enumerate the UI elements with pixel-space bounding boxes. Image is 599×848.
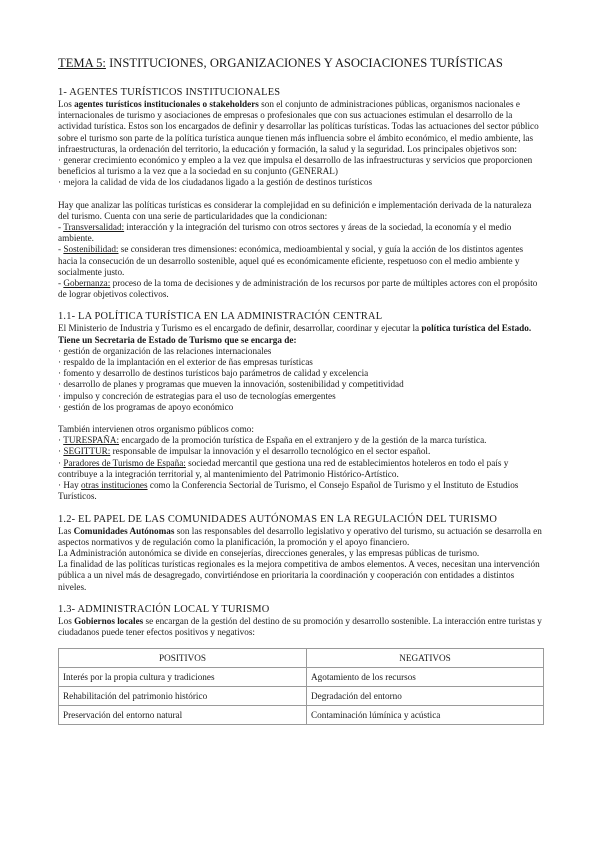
list-item: · fomento y desarrollo de destinos turísticos bajo parámetros de calidad y excelencia: [58, 368, 369, 379]
section-1-paragraph-2: Hay que analizar las políticas turísticas es considerar la complejidad en su definición e implementación derivada de la naturaleza del turismo. Cuenta con una serie de particularidades que la condicionan:: [58, 199, 532, 221]
table-row: [59, 706, 544, 725]
section-1-2-paragraph-1: Las Comunidades Autónomas son las responsables del desarrollo legislativo y operativo del turismo, su actuación se desarrolla en aspectos normativos y de regulación como la planificación, la promoción y el apoyo financiero.: [58, 525, 542, 547]
document-page: [58, 50, 544, 725]
section-1-2-paragraph-2: La Administración autonómica se divide en consejerías, direcciones generales, y las empresas públicas de turismo.: [58, 547, 480, 558]
section-1-intro: Los agentes turísticos institucionales o stakeholders son el conjunto de administraciones públicas, organismos nacionales e internacionales de turismo y asociaciones de empresas o profesionales que con sus actuaciones estimulan el desarrollo de la actividad turística. Estos son los encargados de definir y desarrollar las políticas turísticas. Todas las actuaciones del sector público sobre el turismo son parte de la política turística aunque tienen más influencia sobre el ámbito económico, el medio ambiente, las infraestructuras, la ordenación del territorio, la educación y formación, la salud y la seguridad. Los principales objetivos son:: [58, 99, 539, 154]
section-1-2-paragraph-3: La finalidad de las políticas turísticas regionales es la mejora competitiva de ambos elementos. A veces, necesitan una intervención pública a un nivel más de desagregado, convirtiéndose en prioritaria la coordinación y cooperación con entidades a distintos niveles.: [58, 559, 540, 592]
document-title: [58, 56, 544, 71]
table-header-positivos: POSITIVOS: [59, 649, 307, 668]
section-1-heading: 1- AGENTES TURÍSTICOS INSTITUCIONALES: [58, 87, 281, 98]
table-row: [59, 668, 544, 687]
table-cell: Rehabilitación del patrimonio histórico: [59, 687, 307, 706]
section-1-3-heading: 1.3- ADMINISTRACIÓN LOCAL Y TURISMO: [58, 603, 270, 615]
list-item: · gestión de organización de las relaciones internacionales: [58, 345, 272, 356]
organism-segittur: · SEGITTUR: responsable de impulsar la innovación y el desarrollo tecnológico en el sector español.: [58, 446, 431, 457]
list-item: · impulso y concreción de estrategias para el uso de tecnologías emergentes: [58, 390, 336, 401]
organism-others: · Hay otras instituciones como la Conferencia Sectorial de Turismo, el Consejo Español de Turismo y el Instituto de Estudios Turísticos.: [58, 480, 519, 502]
particularity-sostenibilidad: - Sostenibilidad: se consideran tres dimensiones: económica, medioambiental y social, y guía la acción de los distintos agentes hacia la consecución de un desarrollo sostenible, aquel qué es económicamente eficiente, respetuoso con el medio ambiente y socialmente justo.: [58, 244, 524, 277]
list-item: · respaldo de la implantación en el exterior de ñas empresas turísticas: [58, 357, 313, 368]
table-cell: Interés por la propia cultura y tradiciones: [59, 668, 307, 687]
section-1-1-intro: El Ministerio de Industria y Turismo es el encargado de definir, desarrollar, coordinar y ejecutar la política turística del Estado. Tiene un Secretaria de Estado de Turismo que se encarga de:: [58, 323, 532, 345]
list-item: · desarrollo de planes y programas que mueven la innovación, sostenibilidad y competitividad: [58, 379, 404, 390]
table-header-row: [59, 649, 544, 668]
objective-2: · mejora la calidad de vida de los ciudadanos ligado a la gestión de destinos turísticos: [58, 177, 373, 188]
table-header-negativos: NEGATIVOS: [307, 649, 544, 668]
list-item: · gestión de los programas de apoyo económico: [58, 401, 234, 412]
particularity-transversalidad: - Transversalidad: interacción y la integración del turismo con otros sectores y áreas de la sociedad, la economía y el medio ambiente.: [58, 222, 512, 244]
table-cell: Preservación del entorno natural: [59, 706, 307, 725]
organism-turespana: · TURESPAÑA: encargado de la promoción turística de España en el extranjero y de la gestión de la marca turística.: [58, 435, 487, 446]
objective-1: · generar crecimiento económico y empleo a la vez que impulsa el desarrollo de las infraestructuras y servicios que proporcionen beneficios al turismo a la vez que a la sociedad en su conjunto (GENERAL): [58, 155, 533, 177]
section-1-1-paragraph-2: También intervienen otros organismo públicos como:: [58, 424, 254, 435]
title-prefix: TEMA 5:: [58, 56, 106, 70]
particularity-gobernanza: - Gobernanza: proceso de la toma de decisiones y de administración de los recursos por parte de múltiples actores con el propósito de lograr objetivos colectivos.: [58, 278, 538, 300]
table-row: [59, 687, 544, 706]
table-cell: Degradación del entorno: [307, 687, 544, 706]
section-1-3-paragraph: Los Gobiernos locales se encargan de la gestión del destino de su promoción y desarrollo sostenible. La interacción entre turistas y ciudadanos puede tener efectos positivos y negativos:: [58, 615, 542, 637]
table-cell: Contaminación lúmínica y acústica: [307, 706, 544, 725]
section-1-2-heading: 1.2- EL PAPEL DE LAS COMUNIDADES AUTÓNOMAS EN LA REGULACIÓN DEL TURISMO: [58, 513, 498, 525]
organism-paradores: · Paradores de Turismo de España: sociedad mercantil que gestiona una red de establecimientos hoteleros en todo el país y contribuye a la integración territorial y, al mantenimiento del Patrimonio Histórico-Artístico.: [58, 457, 509, 479]
section-1-1-heading: 1.1- LA POLÍTICA TURÍSTICA EN LA ADMINISTRACIÓN CENTRAL: [58, 311, 383, 323]
title-text: INSTITUCIONES, ORGANIZACIONES Y ASOCIACIONES TURÍSTICAS: [105, 56, 503, 70]
table-cell: Agotamiento de los recursos: [307, 668, 544, 687]
effects-table: [58, 648, 544, 725]
